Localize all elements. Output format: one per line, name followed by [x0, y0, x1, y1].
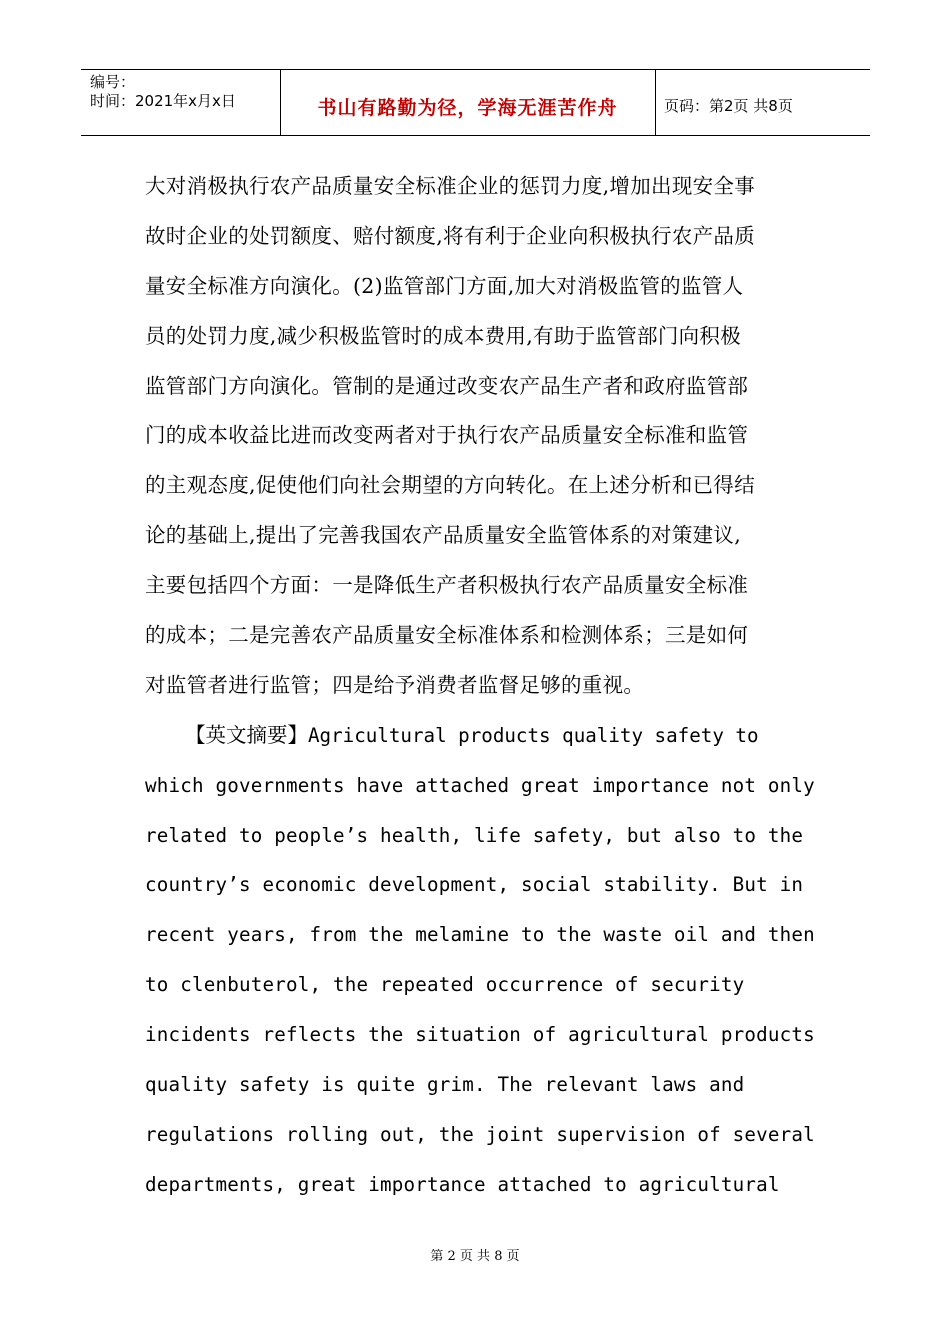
abstract-line: regulations rolling out, the joint supervision of several — [145, 1122, 815, 1146]
header-page-label: 页码：第2页 共8页 — [664, 97, 793, 115]
body-line: 员的处罚力度,减少积极监管时的成本费用,有助于监管部门向积极 — [145, 323, 742, 348]
body-line: 的主观态度,促使他们向社会期望的方向转化。在上述分析和已得结 — [145, 473, 756, 498]
body-line: 的成本；二是完善农产品质量安全标准体系和检测体系；三是如何 — [145, 623, 749, 648]
header-motto: 书山有路勤为径，学海无涯苦作舟 — [317, 97, 618, 119]
doc-date-label: 时间：2021年x月x日 — [90, 92, 236, 110]
document-header — [81, 69, 870, 136]
abstract-line: to clenbuterol, the repeated occurrence of security — [145, 973, 745, 997]
abstract-line: recent years, from the melamine to the waste oil and then — [145, 923, 815, 947]
abstract-label: 【英文摘要】 — [185, 722, 308, 747]
abstract-line: departments, great importance attached to agricultural — [145, 1172, 780, 1196]
abstract-line: related to people’s health, life safety, but also to the — [145, 823, 804, 847]
header-divider — [655, 70, 656, 135]
page-footer: 第 2 页 共 8 页 — [430, 1249, 520, 1264]
abstract-line: which governments have attached great importance not only — [145, 773, 815, 797]
abstract-first-text: Agricultural products quality safety to — [308, 723, 759, 747]
abstract-line: country’s economic development, social stability. But in — [145, 873, 804, 897]
body-line: 对监管者进行监管；四是给予消费者监督足够的重视。 — [145, 672, 645, 697]
doc-number-label: 编号： — [90, 73, 136, 91]
abstract-line: quality safety is quite grim. The relevant laws and — [145, 1073, 745, 1097]
body-line: 量安全标准方向演化。(2)监管部门方面,加大对消极监管的监管人 — [145, 273, 744, 298]
body-line: 大对消极执行农产品质量安全标准企业的惩罚力度,增加出现安全事 — [145, 174, 756, 198]
body-line: 门的成本收益比进而改变两者对于执行农产品质量安全标准和监管 — [145, 423, 749, 448]
abstract-line: incidents reflects the situation of agricultural products — [145, 1023, 815, 1047]
document-body — [145, 162, 815, 1210]
header-meta — [90, 73, 236, 111]
body-line: 故时企业的处罚额度、赔付额度,将有利于企业向积极执行农产品质 — [145, 223, 756, 248]
body-line: 论的基础上,提出了完善我国农产品质量安全监管体系的对策建议, — [145, 523, 742, 548]
abstract-first-line — [145, 711, 815, 761]
body-line: 主要包括四个方面：一是降低生产者积极执行农产品质量安全标准 — [145, 573, 749, 598]
body-line: 监管部门方向演化。管制的是通过改变农产品生产者和政府监管部 — [145, 373, 749, 398]
